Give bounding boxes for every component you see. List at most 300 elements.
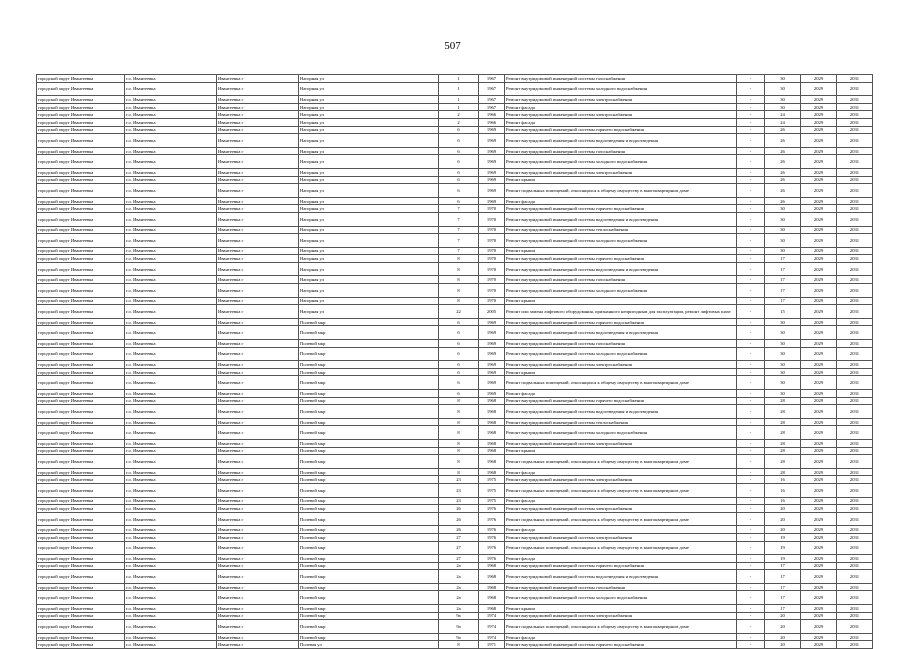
- house-cell: 8: [439, 276, 479, 284]
- district-cell: городской округ Ивантеевка: [37, 212, 125, 226]
- municipality-cell: г.о. Ивантеевка: [125, 305, 217, 319]
- year-cell: 1970: [479, 297, 505, 305]
- table-row: [37, 75, 873, 83]
- count-cell: 28: [765, 405, 801, 419]
- district-cell: городской округ Ивантеевка: [37, 226, 125, 234]
- end-year-cell: 2031: [837, 147, 873, 155]
- start-year-cell: 2029: [801, 405, 837, 419]
- table-row: [37, 583, 873, 591]
- district-cell: городской округ Ивантеевка: [37, 512, 125, 526]
- street-cell: Нагорная ул: [299, 75, 439, 83]
- house-cell: 7: [439, 226, 479, 234]
- work-type-cell: Ремонт внутридомовой инженерной системы горячего водоснабжения: [505, 562, 737, 570]
- dash-cell: -: [737, 570, 765, 584]
- work-type-cell: Ремонт подвальных помещений, относящихся к общему имуществу в многоквартирном доме: [505, 455, 737, 469]
- street-cell: Нагорная ул: [299, 212, 439, 226]
- table-row: [37, 318, 873, 326]
- district-cell: городской округ Ивантеевка: [37, 405, 125, 419]
- year-cell: 1976: [479, 526, 505, 534]
- dash-cell: -: [737, 541, 765, 555]
- house-cell: 8: [439, 426, 479, 440]
- table-row: [37, 82, 873, 96]
- house-cell: 6: [439, 368, 479, 376]
- count-cell: 30: [765, 340, 801, 348]
- district-cell: городской округ Ивантеевка: [37, 155, 125, 169]
- start-year-cell: 2029: [801, 426, 837, 440]
- municipality-cell: г.о. Ивантеевка: [125, 75, 217, 83]
- count-cell: 30: [765, 234, 801, 248]
- municipality-cell: г.о. Ивантеевка: [125, 505, 217, 513]
- street-cell: Нагорная ул: [299, 262, 439, 276]
- work-type-cell: Ремонт внутридомовой инженерной системы холодного водоснабжения: [505, 155, 737, 169]
- end-year-cell: 2031: [837, 533, 873, 541]
- street-cell: Нагорная ул: [299, 134, 439, 148]
- street-cell: Полевой мкр: [299, 455, 439, 469]
- district-cell: городской округ Ивантеевка: [37, 541, 125, 555]
- house-cell: 9а: [439, 612, 479, 620]
- dash-cell: -: [737, 641, 765, 649]
- municipality-cell: г.о. Ивантеевка: [125, 426, 217, 440]
- work-type-cell: Ремонт подвальных помещений, относящихся к общему имуществу в многоквартирном доме: [505, 483, 737, 497]
- year-cell: 1967: [479, 103, 505, 111]
- municipality-cell: г.о. Ивантеевка: [125, 284, 217, 298]
- locality-cell: Ивантеевка г: [217, 155, 299, 169]
- district-cell: городской округ Ивантеевка: [37, 82, 125, 96]
- house-cell: 6: [439, 347, 479, 361]
- dash-cell: -: [737, 326, 765, 340]
- end-year-cell: 2031: [837, 82, 873, 96]
- count-cell: 30: [765, 226, 801, 234]
- dash-cell: -: [737, 612, 765, 620]
- year-cell: 1970: [479, 276, 505, 284]
- house-cell: 8: [439, 641, 479, 649]
- year-cell: 1969: [479, 326, 505, 340]
- table-row: [37, 455, 873, 469]
- start-year-cell: 2029: [801, 541, 837, 555]
- house-cell: 6: [439, 184, 479, 198]
- year-cell: 1968: [479, 468, 505, 476]
- district-cell: городской округ Ивантеевка: [37, 641, 125, 649]
- municipality-cell: г.о. Ивантеевка: [125, 247, 217, 255]
- locality-cell: Ивантеевка г: [217, 418, 299, 426]
- count-cell: 30: [765, 247, 801, 255]
- count-cell: 20: [765, 641, 801, 649]
- house-cell: 2а: [439, 591, 479, 605]
- street-cell: Полевой мкр: [299, 570, 439, 584]
- municipality-cell: г.о. Ивантеевка: [125, 168, 217, 176]
- street-cell: Полевой мкр: [299, 512, 439, 526]
- work-type-cell: Ремонт крыши: [505, 297, 737, 305]
- district-cell: городской округ Ивантеевка: [37, 234, 125, 248]
- work-type-cell: Ремонт внутридомовой инженерной системы холодного водоснабжения: [505, 347, 737, 361]
- district-cell: городской округ Ивантеевка: [37, 526, 125, 534]
- count-cell: 20: [765, 633, 801, 641]
- table-row: [37, 418, 873, 426]
- end-year-cell: 2031: [837, 541, 873, 555]
- start-year-cell: 2029: [801, 262, 837, 276]
- work-type-cell: Ремонт внутридомовой инженерной системы водоотведения и водоотведения: [505, 326, 737, 340]
- dash-cell: -: [737, 555, 765, 563]
- end-year-cell: 2031: [837, 155, 873, 169]
- locality-cell: Ивантеевка г: [217, 197, 299, 205]
- district-cell: городской округ Ивантеевка: [37, 418, 125, 426]
- locality-cell: Ивантеевка г: [217, 455, 299, 469]
- district-cell: городской округ Ивантеевка: [37, 368, 125, 376]
- dash-cell: -: [737, 483, 765, 497]
- end-year-cell: 2031: [837, 247, 873, 255]
- year-cell: 1974: [479, 612, 505, 620]
- end-year-cell: 2031: [837, 134, 873, 148]
- work-type-cell: Ремонт внутридомовой инженерной системы электроснабжения: [505, 361, 737, 369]
- district-cell: городской округ Ивантеевка: [37, 361, 125, 369]
- work-type-cell: Ремонт внутридомовой инженерной системы водоотведения и водоотведения: [505, 405, 737, 419]
- street-cell: Нагорная ул: [299, 197, 439, 205]
- work-type-cell: Ремонт внутридомовой инженерной системы газоснабжения: [505, 583, 737, 591]
- year-cell: 1970: [479, 205, 505, 213]
- house-cell: 8: [439, 397, 479, 405]
- municipality-cell: г.о. Ивантеевка: [125, 262, 217, 276]
- district-cell: городской округ Ивантеевка: [37, 205, 125, 213]
- dash-cell: -: [737, 126, 765, 134]
- count-cell: 20: [765, 612, 801, 620]
- table-row: [37, 439, 873, 447]
- table-row: [37, 147, 873, 155]
- house-cell: 8: [439, 405, 479, 419]
- municipality-cell: г.о. Ивантеевка: [125, 126, 217, 134]
- municipality-cell: г.о. Ивантеевка: [125, 82, 217, 96]
- street-cell: Нагорная ул: [299, 284, 439, 298]
- district-cell: городской округ Ивантеевка: [37, 397, 125, 405]
- dash-cell: -: [737, 447, 765, 455]
- locality-cell: Ивантеевка г: [217, 326, 299, 340]
- locality-cell: Ивантеевка г: [217, 176, 299, 184]
- table-row: [37, 340, 873, 348]
- end-year-cell: 2031: [837, 255, 873, 263]
- start-year-cell: 2029: [801, 147, 837, 155]
- work-type-cell: Ремонт крыши: [505, 447, 737, 455]
- dash-cell: -: [737, 583, 765, 591]
- locality-cell: Ивантеевка г: [217, 476, 299, 484]
- locality-cell: Ивантеевка г: [217, 205, 299, 213]
- dash-cell: -: [737, 212, 765, 226]
- street-cell: Полевой мкр: [299, 605, 439, 613]
- table-row: [37, 168, 873, 176]
- locality-cell: Ивантеевка г: [217, 591, 299, 605]
- table-row: [37, 468, 873, 476]
- end-year-cell: 2031: [837, 297, 873, 305]
- work-type-cell: Ремонт фасада: [505, 390, 737, 398]
- dash-cell: -: [737, 82, 765, 96]
- street-cell: Полевой мкр: [299, 583, 439, 591]
- work-type-cell: Ремонт фасада: [505, 497, 737, 505]
- work-type-cell: Ремонт внутридомовой инженерной системы газоснабжения: [505, 340, 737, 348]
- street-cell: Нагорная ул: [299, 184, 439, 198]
- municipality-cell: г.о. Ивантеевка: [125, 497, 217, 505]
- municipality-cell: г.о. Ивантеевка: [125, 390, 217, 398]
- house-cell: 9а: [439, 633, 479, 641]
- municipality-cell: г.о. Ивантеевка: [125, 633, 217, 641]
- work-type-cell: Ремонт внутридомовой инженерной системы горячего водоснабжения: [505, 126, 737, 134]
- count-cell: 17: [765, 591, 801, 605]
- start-year-cell: 2029: [801, 526, 837, 534]
- house-cell: 6: [439, 326, 479, 340]
- end-year-cell: 2031: [837, 455, 873, 469]
- work-type-cell: Ремонт крыши: [505, 605, 737, 613]
- dash-cell: -: [737, 605, 765, 613]
- year-cell: 1967: [479, 75, 505, 83]
- start-year-cell: 2029: [801, 82, 837, 96]
- start-year-cell: 2029: [801, 439, 837, 447]
- house-cell: 6: [439, 390, 479, 398]
- work-type-cell: Ремонт внутридомовой инженерной системы электроснабжения: [505, 439, 737, 447]
- street-cell: Нагорная ул: [299, 226, 439, 234]
- start-year-cell: 2029: [801, 468, 837, 476]
- year-cell: 1975: [479, 476, 505, 484]
- locality-cell: Ивантеевка г: [217, 247, 299, 255]
- locality-cell: Ивантеевка г: [217, 483, 299, 497]
- year-cell: 1968: [479, 562, 505, 570]
- start-year-cell: 2029: [801, 497, 837, 505]
- count-cell: 16: [765, 483, 801, 497]
- table-row: [37, 426, 873, 440]
- count-cell: 17: [765, 562, 801, 570]
- year-cell: 1968: [479, 583, 505, 591]
- house-cell: 8: [439, 284, 479, 298]
- district-cell: городской округ Ивантеевка: [37, 562, 125, 570]
- work-type-cell: Ремонт фасада: [505, 633, 737, 641]
- locality-cell: Ивантеевка г: [217, 376, 299, 390]
- street-cell: Нагорная ул: [299, 96, 439, 104]
- work-type-cell: Ремонт подвальных помещений, относящихся к общему имуществу в многоквартирном доме: [505, 541, 737, 555]
- dash-cell: -: [737, 340, 765, 348]
- locality-cell: Ивантеевка г: [217, 555, 299, 563]
- house-cell: 22: [439, 305, 479, 319]
- street-cell: Нагорная ул: [299, 234, 439, 248]
- house-cell: 1: [439, 96, 479, 104]
- house-cell: 8: [439, 468, 479, 476]
- district-cell: городской округ Ивантеевка: [37, 390, 125, 398]
- street-cell: Полевой мкр: [299, 390, 439, 398]
- start-year-cell: 2029: [801, 247, 837, 255]
- count-cell: 17: [765, 284, 801, 298]
- year-cell: 1969: [479, 340, 505, 348]
- dash-cell: -: [737, 390, 765, 398]
- house-cell: 7: [439, 234, 479, 248]
- count-cell: 24: [765, 111, 801, 119]
- count-cell: 30: [765, 368, 801, 376]
- work-type-cell: Ремонт внутридомовой инженерной системы электроснабжения: [505, 168, 737, 176]
- street-cell: Полевой мкр: [299, 505, 439, 513]
- locality-cell: Ивантеевка г: [217, 405, 299, 419]
- street-cell: Полевой мкр: [299, 562, 439, 570]
- municipality-cell: г.о. Ивантеевка: [125, 583, 217, 591]
- municipality-cell: г.о. Ивантеевка: [125, 255, 217, 263]
- start-year-cell: 2029: [801, 184, 837, 198]
- count-cell: 30: [765, 82, 801, 96]
- house-cell: 8: [439, 447, 479, 455]
- house-cell: 2: [439, 111, 479, 119]
- table-row: [37, 641, 873, 649]
- count-cell: 19: [765, 555, 801, 563]
- street-cell: Полевой мкр: [299, 318, 439, 326]
- dash-cell: -: [737, 176, 765, 184]
- year-cell: 1968: [479, 447, 505, 455]
- table-row: [37, 326, 873, 340]
- table-row: [37, 103, 873, 111]
- work-type-cell: Ремонт внутридомовой инженерной системы горячего водоснабжения: [505, 255, 737, 263]
- municipality-cell: г.о. Ивантеевка: [125, 455, 217, 469]
- house-cell: 2а: [439, 605, 479, 613]
- municipality-cell: г.о. Ивантеевка: [125, 533, 217, 541]
- start-year-cell: 2029: [801, 505, 837, 513]
- end-year-cell: 2031: [837, 176, 873, 184]
- year-cell: 1969: [479, 184, 505, 198]
- district-cell: городской округ Ивантеевка: [37, 605, 125, 613]
- locality-cell: Ивантеевка г: [217, 620, 299, 634]
- dash-cell: -: [737, 426, 765, 440]
- house-cell: 1: [439, 75, 479, 83]
- locality-cell: Ивантеевка г: [217, 103, 299, 111]
- locality-cell: Ивантеевка г: [217, 318, 299, 326]
- year-cell: 1976: [479, 541, 505, 555]
- count-cell: 20: [765, 512, 801, 526]
- house-cell: 6: [439, 318, 479, 326]
- end-year-cell: 2031: [837, 505, 873, 513]
- table-row: [37, 555, 873, 563]
- house-cell: 7: [439, 247, 479, 255]
- municipality-cell: г.о. Ивантеевка: [125, 326, 217, 340]
- work-type-cell: Ремонт крыши: [505, 247, 737, 255]
- start-year-cell: 2029: [801, 612, 837, 620]
- work-type-cell: Ремонт внутридомовой инженерной системы водоотведения и водоотведения: [505, 134, 737, 148]
- table-row: [37, 118, 873, 126]
- dash-cell: -: [737, 75, 765, 83]
- end-year-cell: 2031: [837, 284, 873, 298]
- end-year-cell: 2031: [837, 483, 873, 497]
- house-cell: 6: [439, 147, 479, 155]
- street-cell: Полевой мкр: [299, 591, 439, 605]
- district-cell: городской округ Ивантеевка: [37, 276, 125, 284]
- count-cell: 17: [765, 276, 801, 284]
- table-row: [37, 226, 873, 234]
- dash-cell: -: [737, 347, 765, 361]
- end-year-cell: 2031: [837, 497, 873, 505]
- locality-cell: Ивантеевка г: [217, 512, 299, 526]
- district-cell: городской округ Ивантеевка: [37, 468, 125, 476]
- year-cell: 1969: [479, 147, 505, 155]
- district-cell: городской округ Ивантеевка: [37, 505, 125, 513]
- locality-cell: Ивантеевка г: [217, 468, 299, 476]
- start-year-cell: 2029: [801, 118, 837, 126]
- work-type-cell: Ремонт внутридомовой инженерной системы горячего водоснабжения: [505, 641, 737, 649]
- work-type-cell: Ремонт внутридомовой инженерной системы горячего водоснабжения: [505, 205, 737, 213]
- start-year-cell: 2029: [801, 197, 837, 205]
- house-cell: 2а: [439, 562, 479, 570]
- dash-cell: -: [737, 96, 765, 104]
- work-type-cell: Ремонт внутридомовой инженерной системы холодного водоснабжения: [505, 284, 737, 298]
- house-cell: 8: [439, 262, 479, 276]
- start-year-cell: 2029: [801, 347, 837, 361]
- locality-cell: Ивантеевка г: [217, 368, 299, 376]
- work-type-cell: Ремонт внутридомовой инженерной системы электроснабжения: [505, 612, 737, 620]
- year-cell: 1974: [479, 633, 505, 641]
- start-year-cell: 2029: [801, 447, 837, 455]
- table-row: [37, 570, 873, 584]
- year-cell: 1969: [479, 361, 505, 369]
- dash-cell: -: [737, 591, 765, 605]
- house-cell: 8: [439, 418, 479, 426]
- start-year-cell: 2029: [801, 533, 837, 541]
- house-cell: 2а: [439, 570, 479, 584]
- street-cell: Полевой мкр: [299, 541, 439, 555]
- count-cell: 26: [765, 147, 801, 155]
- dash-cell: -: [737, 620, 765, 634]
- municipality-cell: г.о. Ивантеевка: [125, 147, 217, 155]
- dash-cell: -: [737, 197, 765, 205]
- municipality-cell: г.о. Ивантеевка: [125, 605, 217, 613]
- dash-cell: -: [737, 255, 765, 263]
- table-row: [37, 305, 873, 319]
- work-type-cell: Ремонт внутридомовой инженерной системы холодного водоснабжения: [505, 591, 737, 605]
- locality-cell: Ивантеевка г: [217, 605, 299, 613]
- end-year-cell: 2031: [837, 197, 873, 205]
- start-year-cell: 2029: [801, 255, 837, 263]
- count-cell: 30: [765, 361, 801, 369]
- house-cell: 6: [439, 126, 479, 134]
- district-cell: городской округ Ивантеевка: [37, 147, 125, 155]
- end-year-cell: 2031: [837, 111, 873, 119]
- count-cell: 16: [765, 497, 801, 505]
- district-cell: городской округ Ивантеевка: [37, 111, 125, 119]
- table-body: [37, 75, 873, 649]
- end-year-cell: 2031: [837, 96, 873, 104]
- district-cell: городской округ Ивантеевка: [37, 476, 125, 484]
- end-year-cell: 2031: [837, 376, 873, 390]
- table-row: [37, 134, 873, 148]
- locality-cell: Ивантеевка г: [217, 234, 299, 248]
- count-cell: 20: [765, 620, 801, 634]
- dash-cell: -: [737, 376, 765, 390]
- table-row: [37, 361, 873, 369]
- municipality-cell: г.о. Ивантеевка: [125, 347, 217, 361]
- municipality-cell: г.о. Ивантеевка: [125, 620, 217, 634]
- start-year-cell: 2029: [801, 284, 837, 298]
- municipality-cell: г.о. Ивантеевка: [125, 468, 217, 476]
- street-cell: Полевой мкр: [299, 405, 439, 419]
- street-cell: Полевой мкр: [299, 612, 439, 620]
- end-year-cell: 2031: [837, 476, 873, 484]
- locality-cell: Ивантеевка г: [217, 447, 299, 455]
- district-cell: городской округ Ивантеевка: [37, 134, 125, 148]
- year-cell: 1970: [479, 226, 505, 234]
- dash-cell: -: [737, 361, 765, 369]
- work-type-cell: Ремонт внутридомовой инженерной системы электроснабжения: [505, 533, 737, 541]
- year-cell: 1966: [479, 118, 505, 126]
- district-cell: городской округ Ивантеевка: [37, 168, 125, 176]
- count-cell: 28: [765, 418, 801, 426]
- municipality-cell: г.о. Ивантеевка: [125, 641, 217, 649]
- start-year-cell: 2029: [801, 620, 837, 634]
- district-cell: городской округ Ивантеевка: [37, 176, 125, 184]
- district-cell: городской округ Ивантеевка: [37, 426, 125, 440]
- street-cell: Нагорная ул: [299, 305, 439, 319]
- count-cell: 17: [765, 570, 801, 584]
- dash-cell: -: [737, 111, 765, 119]
- work-type-cell: Ремонт внутридомовой инженерной системы электроснабжения: [505, 96, 737, 104]
- municipality-cell: г.о. Ивантеевка: [125, 318, 217, 326]
- end-year-cell: 2031: [837, 168, 873, 176]
- end-year-cell: 2031: [837, 583, 873, 591]
